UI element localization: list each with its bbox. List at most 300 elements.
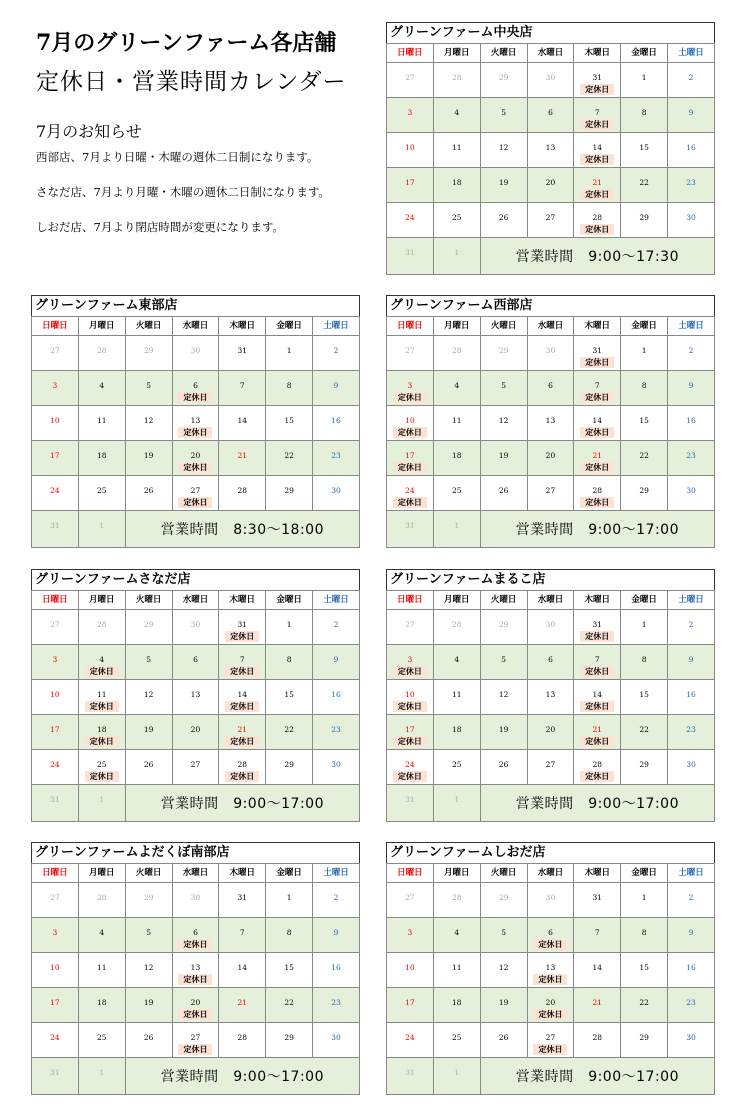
day-number: 7 — [239, 928, 245, 937]
day-number: 28 — [451, 346, 462, 355]
day-cell — [172, 371, 219, 406]
week-row — [387, 715, 715, 750]
closed-day-label: 定休日 — [580, 119, 614, 130]
day-cell — [433, 883, 480, 918]
day-cell — [668, 336, 715, 371]
day-number: 15 — [639, 690, 649, 699]
week-row — [32, 336, 360, 371]
day-number: 27 — [190, 760, 201, 769]
day-number: 10 — [50, 963, 60, 972]
day-number: 29 — [284, 760, 294, 769]
day-cell — [172, 406, 219, 441]
weekday-header: 水曜日 — [527, 44, 574, 63]
notice-line: 西部店、7月より日曜・木曜の週休二日制になります。 — [36, 150, 319, 164]
day-cell — [433, 98, 480, 133]
day-cell — [433, 63, 480, 98]
day-cell — [266, 1023, 313, 1058]
day-cell — [433, 371, 480, 406]
day-number: 18 — [451, 451, 462, 460]
day-number: 30 — [190, 346, 201, 355]
closed-day-label: 定休日 — [393, 392, 427, 403]
day-cell — [219, 441, 266, 476]
day-cell — [125, 336, 172, 371]
day-cell — [668, 715, 715, 750]
closed-day-label: 定休日 — [225, 631, 259, 642]
day-number: 9 — [688, 381, 694, 390]
day-number: 5 — [501, 381, 506, 390]
day-number: 30 — [545, 893, 556, 902]
day-cell — [32, 785, 79, 822]
day-cell — [125, 1023, 172, 1058]
day-number: 31 — [405, 521, 415, 530]
day-number: 4 — [454, 108, 460, 117]
week-row — [387, 1023, 715, 1058]
day-number: 31 — [50, 795, 60, 804]
day-cell — [621, 1023, 668, 1058]
weekday-header: 日曜日 — [387, 44, 434, 63]
day-cell — [387, 715, 434, 750]
day-number: 27 — [405, 346, 415, 355]
closed-day-label: 定休日 — [225, 701, 259, 712]
day-cell — [78, 988, 125, 1023]
day-number: 11 — [451, 963, 462, 972]
weekday-header: 月曜日 — [433, 864, 480, 883]
day-cell — [32, 610, 79, 645]
closed-day-label: 定休日 — [580, 392, 614, 403]
day-number: 31 — [237, 893, 248, 902]
day-number: 21 — [592, 725, 603, 734]
day-number: 10 — [50, 690, 60, 699]
closed-day-label: 定休日 — [393, 701, 427, 712]
day-number: 23 — [331, 451, 341, 460]
day-number: 4 — [99, 928, 105, 937]
day-number: 18 — [451, 998, 462, 1007]
page-title: 7月のグリーンファーム各店舗 — [36, 30, 337, 56]
week-row — [387, 63, 715, 98]
day-cell — [266, 645, 313, 680]
day-number: 27 — [190, 486, 201, 495]
day-cell — [266, 371, 313, 406]
closed-day-label: 定休日 — [178, 1044, 212, 1055]
day-number: 31 — [237, 620, 248, 629]
day-number: 3 — [407, 381, 413, 390]
calendar-title-row — [387, 296, 715, 317]
week-row — [32, 1058, 360, 1095]
day-cell — [621, 203, 668, 238]
day-number: 22 — [639, 451, 649, 460]
day-number: 5 — [146, 381, 151, 390]
day-cell — [313, 476, 360, 511]
day-cell — [266, 750, 313, 785]
day-number: 16 — [686, 690, 696, 699]
closed-day-label: 定休日 — [533, 1044, 567, 1055]
week-row — [32, 883, 360, 918]
day-cell — [313, 715, 360, 750]
day-cell — [219, 715, 266, 750]
day-cell — [527, 750, 574, 785]
day-cell — [78, 680, 125, 715]
day-cell — [668, 371, 715, 406]
closed-day-label: 定休日 — [533, 939, 567, 950]
day-cell — [219, 610, 266, 645]
day-cell — [266, 441, 313, 476]
calendar-tobu — [31, 295, 360, 548]
day-cell — [78, 750, 125, 785]
week-row — [387, 238, 715, 275]
week-row — [387, 1058, 715, 1095]
week-row — [387, 441, 715, 476]
day-cell — [32, 1023, 79, 1058]
day-number: 16 — [331, 963, 341, 972]
day-number: 3 — [407, 108, 413, 117]
day-number: 17 — [405, 998, 415, 1007]
day-number: 12 — [498, 416, 509, 425]
day-number: 25 — [96, 486, 107, 495]
calendar-table — [386, 295, 715, 548]
day-cell — [433, 238, 480, 275]
day-number: 20 — [545, 178, 556, 187]
business-hours-label: 営業時間 — [160, 796, 219, 812]
day-number: 22 — [284, 725, 294, 734]
day-cell — [313, 371, 360, 406]
day-number: 30 — [545, 346, 556, 355]
day-number: 23 — [686, 451, 696, 460]
day-cell — [480, 168, 527, 203]
weekday-header: 木曜日 — [219, 864, 266, 883]
day-number: 9 — [688, 108, 694, 117]
day-cell — [480, 406, 527, 441]
store-name: グリーンファームしおだ店 — [387, 843, 715, 864]
day-cell — [172, 883, 219, 918]
day-cell — [172, 1023, 219, 1058]
day-number: 19 — [498, 998, 509, 1007]
day-cell — [78, 645, 125, 680]
day-number: 27 — [50, 620, 60, 629]
day-number: 1 — [454, 521, 460, 530]
day-number: 29 — [639, 760, 649, 769]
day-number: 20 — [545, 725, 556, 734]
day-cell — [527, 203, 574, 238]
calendar-maruko — [386, 569, 715, 822]
day-number: 24 — [50, 486, 60, 495]
day-cell — [433, 1023, 480, 1058]
business-hours — [480, 238, 714, 275]
day-cell — [387, 785, 434, 822]
day-number: 14 — [237, 690, 248, 699]
closed-day-label: 定休日 — [225, 666, 259, 677]
day-cell — [574, 476, 621, 511]
day-cell — [32, 336, 79, 371]
day-number: 14 — [237, 963, 248, 972]
weekday-header: 木曜日 — [574, 44, 621, 63]
day-number: 12 — [143, 690, 154, 699]
weekday-header: 金曜日 — [621, 591, 668, 610]
day-number: 27 — [405, 73, 415, 82]
week-row — [387, 476, 715, 511]
day-number: 11 — [96, 690, 107, 699]
day-number: 27 — [405, 893, 415, 902]
day-number: 30 — [331, 760, 341, 769]
day-cell — [574, 918, 621, 953]
day-number: 17 — [50, 451, 60, 460]
week-row — [32, 715, 360, 750]
day-number: 1 — [641, 620, 647, 629]
day-number: 1 — [286, 346, 292, 355]
day-cell — [313, 441, 360, 476]
business-hours — [125, 511, 359, 548]
day-number: 31 — [592, 73, 603, 82]
closed-day-label: 定休日 — [580, 427, 614, 438]
day-number: 17 — [50, 998, 60, 1007]
closed-day-label: 定休日 — [85, 736, 119, 747]
day-number: 8 — [641, 655, 647, 664]
day-cell — [527, 441, 574, 476]
day-cell — [125, 476, 172, 511]
week-row — [32, 953, 360, 988]
calendar-title-row — [387, 843, 715, 864]
day-cell — [433, 133, 480, 168]
week-row — [32, 645, 360, 680]
day-cell — [387, 476, 434, 511]
business-hours-label: 営業時間 — [515, 1069, 574, 1085]
weekday-header: 火曜日 — [480, 44, 527, 63]
day-cell — [313, 1023, 360, 1058]
day-cell — [125, 953, 172, 988]
closed-day-label: 定休日 — [393, 666, 427, 677]
day-cell — [574, 406, 621, 441]
day-cell — [32, 1058, 79, 1095]
day-cell — [574, 203, 621, 238]
day-cell — [527, 988, 574, 1023]
day-number: 4 — [454, 655, 460, 664]
day-number: 24 — [405, 213, 415, 222]
day-cell — [172, 988, 219, 1023]
day-number: 20 — [545, 451, 556, 460]
closed-day-label: 定休日 — [580, 189, 614, 200]
week-row — [32, 406, 360, 441]
day-number: 28 — [96, 893, 107, 902]
day-cell — [621, 715, 668, 750]
day-number: 21 — [592, 998, 603, 1007]
day-number: 15 — [639, 143, 649, 152]
day-cell — [32, 511, 79, 548]
closed-day-label: 定休日 — [580, 154, 614, 165]
day-cell — [433, 406, 480, 441]
day-number: 19 — [143, 725, 154, 734]
day-number: 30 — [686, 486, 696, 495]
day-number: 13 — [545, 143, 556, 152]
day-cell — [32, 476, 79, 511]
closed-day-label: 定休日 — [393, 497, 427, 508]
day-number: 11 — [451, 143, 462, 152]
day-number: 2 — [333, 346, 339, 355]
business-hours-value: 8:30～18:00 — [233, 522, 324, 538]
business-hours-label: 営業時間 — [515, 249, 574, 265]
day-cell — [668, 168, 715, 203]
page-header — [36, 28, 376, 235]
week-row — [387, 168, 715, 203]
day-cell — [125, 645, 172, 680]
closed-day-label: 定休日 — [580, 497, 614, 508]
day-number: 6 — [548, 381, 553, 390]
store-name: グリーンファーム東部店 — [32, 296, 360, 317]
weekday-header: 土曜日 — [668, 317, 715, 336]
closed-day-label: 定休日 — [178, 392, 212, 403]
day-number: 29 — [498, 893, 509, 902]
week-row — [387, 645, 715, 680]
day-number: 28 — [237, 760, 248, 769]
day-number: 28 — [592, 486, 603, 495]
day-cell — [433, 1058, 480, 1095]
weekday-header: 月曜日 — [78, 317, 125, 336]
weekday-header-row — [32, 317, 360, 336]
day-number: 1 — [286, 893, 292, 902]
day-number: 31 — [592, 620, 603, 629]
day-cell — [621, 168, 668, 203]
day-number: 29 — [143, 346, 154, 355]
week-row — [387, 988, 715, 1023]
day-cell — [433, 645, 480, 680]
day-cell — [480, 63, 527, 98]
notice-title: 7月のお知らせ — [36, 122, 142, 141]
day-cell — [78, 610, 125, 645]
week-row — [32, 918, 360, 953]
day-number: 30 — [686, 213, 696, 222]
day-number: 16 — [331, 416, 341, 425]
weekday-header: 木曜日 — [219, 591, 266, 610]
day-cell — [574, 988, 621, 1023]
day-cell — [219, 883, 266, 918]
weekday-header: 月曜日 — [433, 591, 480, 610]
business-hours-value: 9:00～17:00 — [233, 1069, 324, 1085]
day-cell — [78, 1023, 125, 1058]
day-cell — [668, 918, 715, 953]
calendar-table — [31, 569, 360, 822]
day-number: 4 — [99, 381, 105, 390]
weekday-header: 金曜日 — [266, 591, 313, 610]
day-number: 10 — [405, 963, 415, 972]
day-number: 6 — [548, 928, 553, 937]
day-cell — [387, 750, 434, 785]
week-row — [387, 610, 715, 645]
day-cell — [433, 988, 480, 1023]
day-number: 11 — [451, 416, 462, 425]
day-cell — [387, 371, 434, 406]
day-number: 13 — [545, 963, 556, 972]
business-hours-label: 営業時間 — [160, 1069, 219, 1085]
day-cell — [527, 610, 574, 645]
calendar-title-row — [32, 296, 360, 317]
calendar-yodakubo — [31, 842, 360, 1095]
weekday-header: 土曜日 — [668, 591, 715, 610]
day-cell — [621, 918, 668, 953]
day-number: 11 — [96, 416, 107, 425]
weekday-header: 金曜日 — [621, 864, 668, 883]
day-cell — [219, 371, 266, 406]
day-cell — [125, 441, 172, 476]
day-number: 5 — [501, 928, 506, 937]
day-cell — [32, 680, 79, 715]
day-cell — [313, 918, 360, 953]
day-number: 1 — [454, 1068, 460, 1077]
day-number: 26 — [143, 1033, 154, 1042]
day-cell — [387, 238, 434, 275]
day-cell — [433, 953, 480, 988]
day-number: 12 — [498, 690, 509, 699]
day-cell — [527, 98, 574, 133]
day-cell — [574, 953, 621, 988]
week-row — [32, 610, 360, 645]
day-number: 2 — [688, 346, 694, 355]
day-cell — [527, 715, 574, 750]
day-number: 18 — [96, 451, 107, 460]
day-number: 27 — [405, 620, 415, 629]
day-cell — [668, 680, 715, 715]
day-number: 13 — [545, 690, 556, 699]
day-number: 6 — [193, 655, 198, 664]
day-number: 30 — [190, 620, 201, 629]
day-number: 31 — [50, 521, 60, 530]
day-cell — [313, 750, 360, 785]
day-number: 18 — [451, 725, 462, 734]
closed-day-label: 定休日 — [85, 701, 119, 712]
day-number: 29 — [498, 346, 509, 355]
day-number: 16 — [686, 963, 696, 972]
day-number: 13 — [545, 416, 556, 425]
closed-day-label: 定休日 — [580, 631, 614, 642]
day-number: 27 — [545, 760, 556, 769]
weekday-header: 日曜日 — [32, 317, 79, 336]
weekday-header: 月曜日 — [78, 591, 125, 610]
business-hours-value: 9:00～17:30 — [588, 249, 679, 265]
day-number: 31 — [50, 1068, 60, 1077]
page-subtitle: 定休日・営業時間カレンダー — [36, 69, 347, 95]
day-number: 26 — [143, 486, 154, 495]
day-number: 21 — [592, 178, 603, 187]
weekday-header: 水曜日 — [527, 317, 574, 336]
day-number: 20 — [190, 451, 201, 460]
day-cell — [266, 610, 313, 645]
day-cell — [527, 1023, 574, 1058]
day-cell — [387, 133, 434, 168]
closed-day-label: 定休日 — [580, 84, 614, 95]
day-cell — [668, 953, 715, 988]
day-cell — [527, 168, 574, 203]
day-number: 1 — [641, 346, 647, 355]
day-cell — [78, 1058, 125, 1095]
day-cell — [433, 918, 480, 953]
weekday-header: 日曜日 — [32, 591, 79, 610]
day-cell — [574, 63, 621, 98]
day-cell — [527, 953, 574, 988]
day-number: 13 — [190, 690, 201, 699]
day-cell — [668, 203, 715, 238]
day-cell — [125, 610, 172, 645]
day-cell — [527, 476, 574, 511]
weekday-header: 月曜日 — [433, 44, 480, 63]
day-cell — [387, 883, 434, 918]
day-number: 14 — [592, 963, 603, 972]
day-cell — [219, 750, 266, 785]
day-number: 27 — [545, 486, 556, 495]
day-cell — [480, 476, 527, 511]
day-cell — [668, 476, 715, 511]
closed-day-label: 定休日 — [580, 666, 614, 677]
day-cell — [480, 441, 527, 476]
day-cell — [32, 988, 79, 1023]
calendar-shioda — [386, 842, 715, 1095]
weekday-header: 土曜日 — [313, 317, 360, 336]
